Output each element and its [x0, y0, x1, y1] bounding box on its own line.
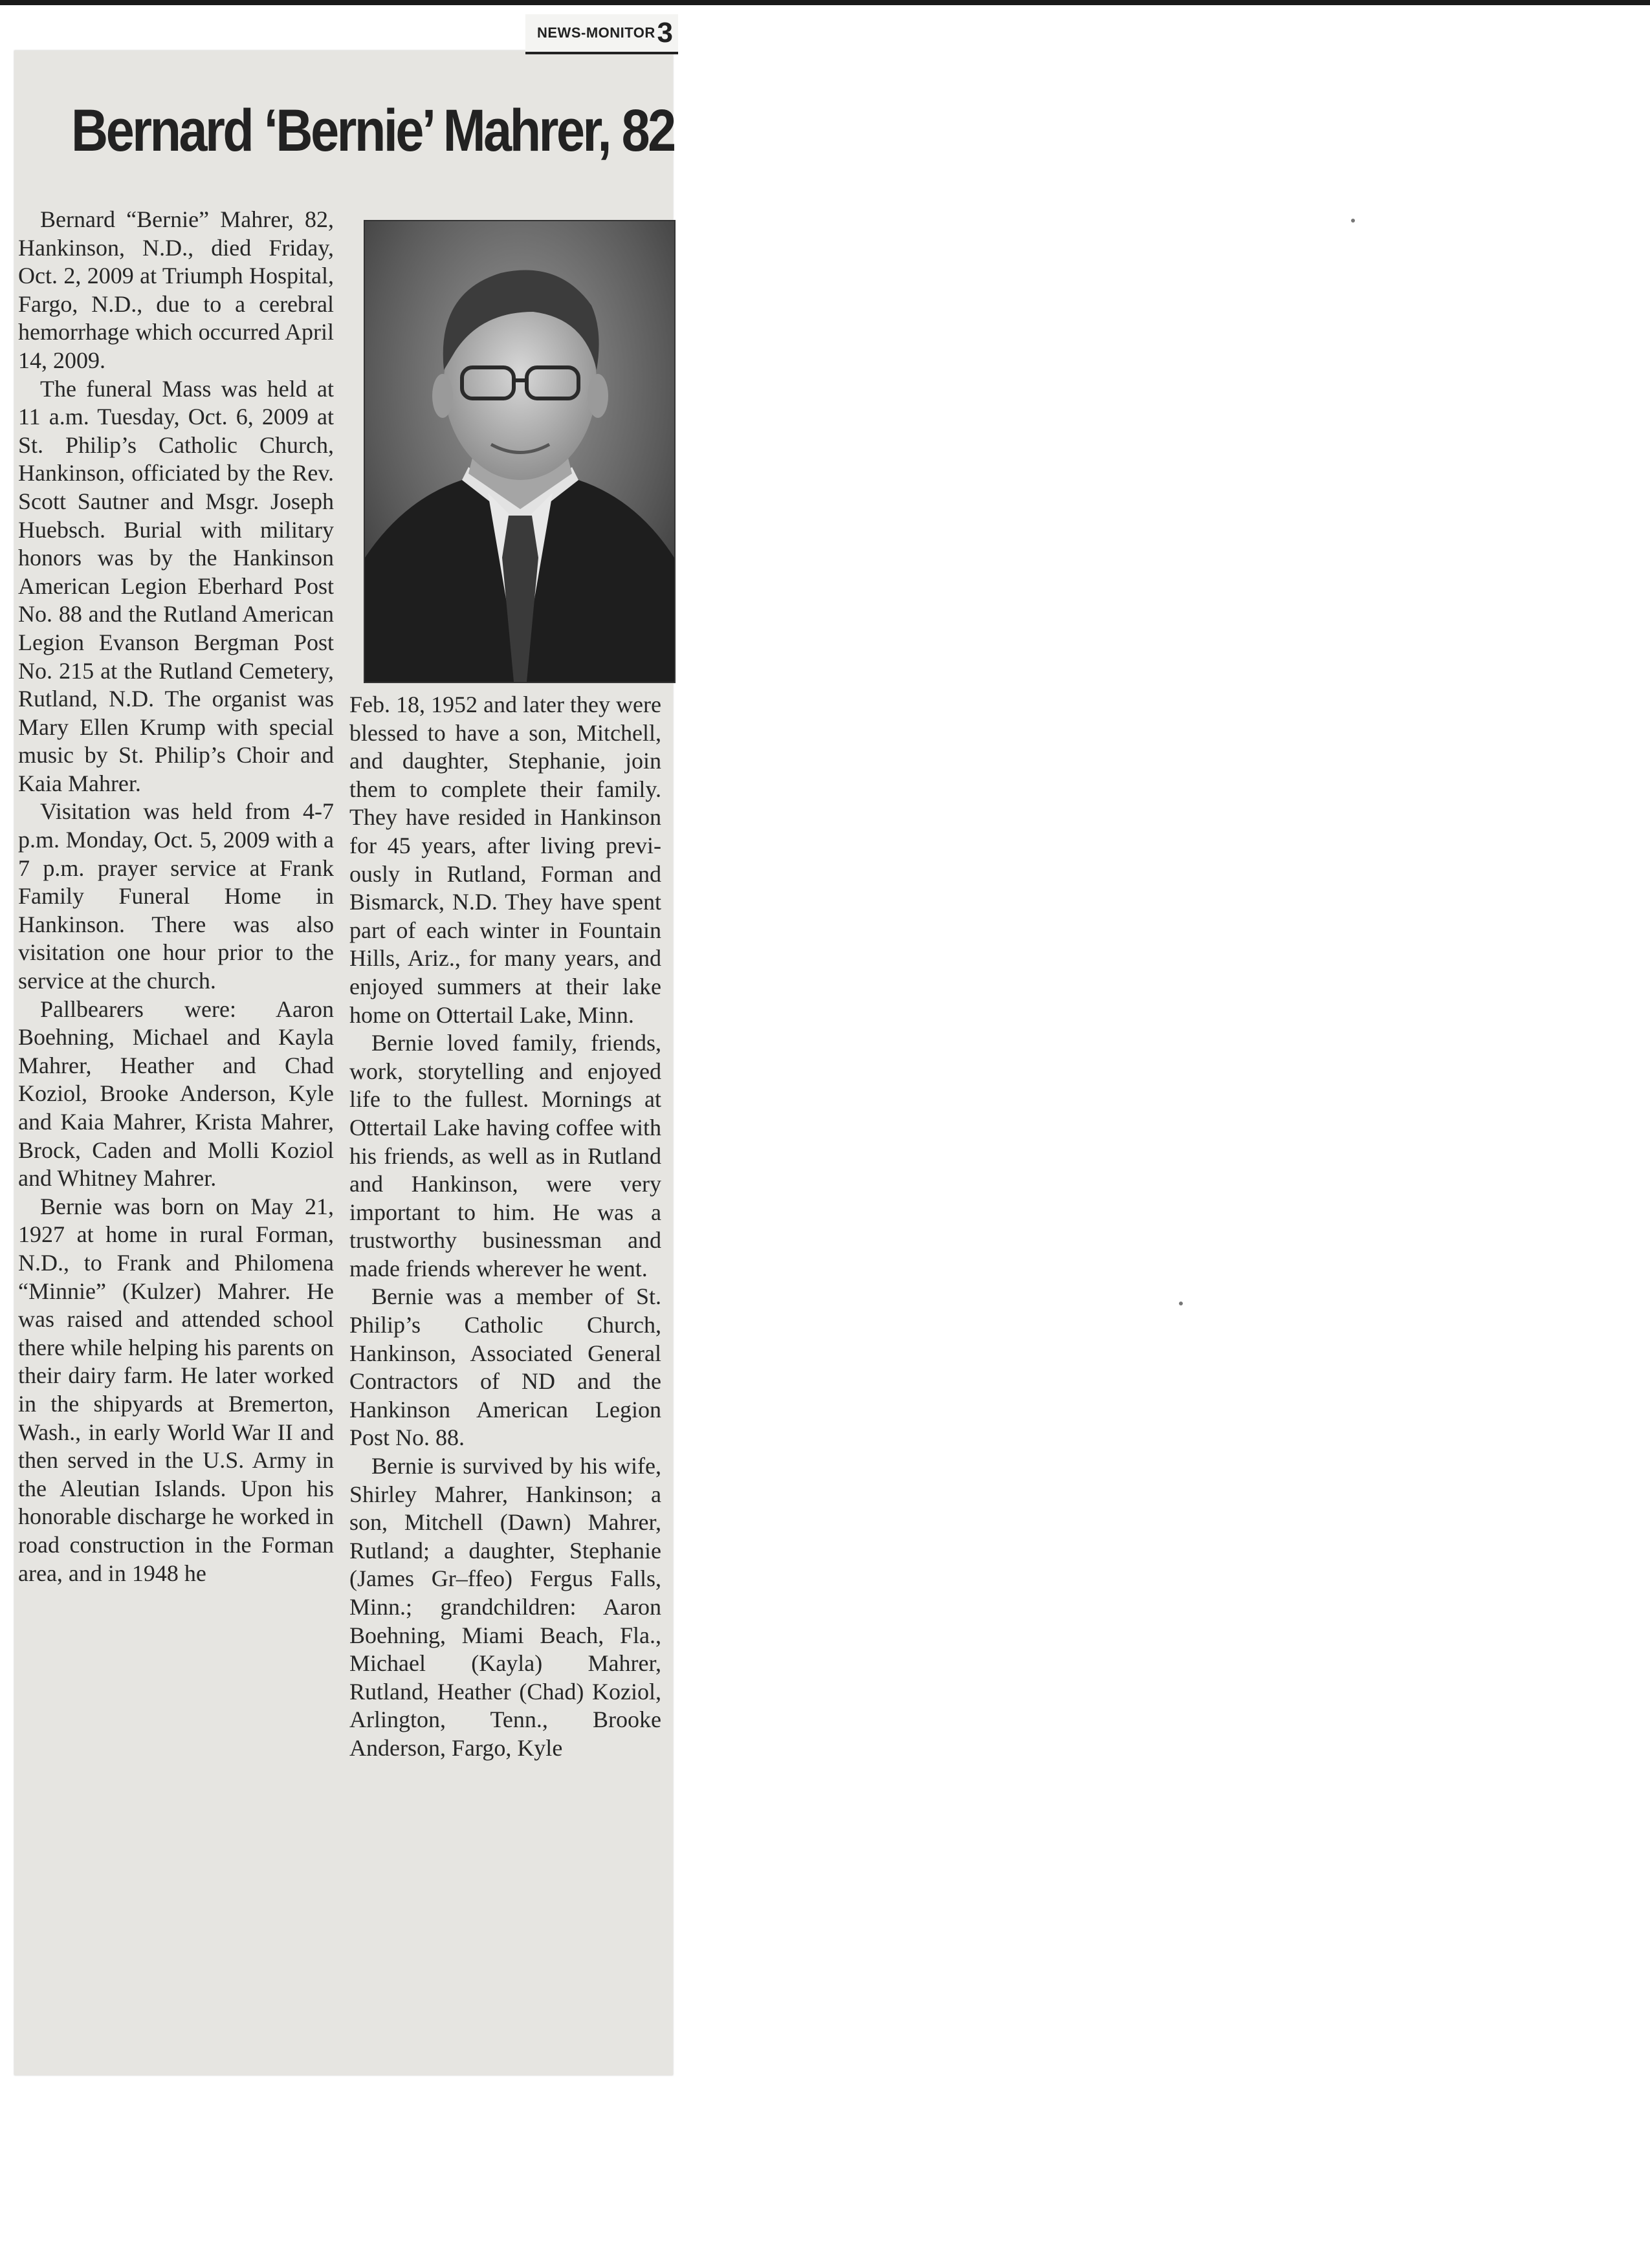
obituary-headline: Bernard ‘Bernie’ Mahrer, 82: [71, 98, 674, 164]
paragraph: Bernie was a member of St. Philip’s Catholic Church, Hankinson, Associated General Contractors of ND and the Hankinson American Legion Post No. 88.: [349, 1283, 661, 1451]
paragraph: Bernie is survived by his wife, Shirley Mahrer, Hankinson; a son, Mitchell (Dawn) Mahrer, Rutland; a daughter, Stephanie (James Gr–ffeo) Fergus Falls, Minn.; grandchildren: Aaron Boehning, Miami Beach, Fla., Michael (Kayla) Mahrer, Rutland, Heather (Chad) Koziol, Arlington, Tenn., Brooke Anderson, Fargo, Kyle: [349, 1453, 661, 1761]
scan-speck: [1179, 1302, 1183, 1305]
paragraph: Bernard “Bernie” Mahrer, 82, Hankinson, N.D., died Friday, Oct. 2, 2009 at Triumph Hospital, Fargo, N.D., due to a cerebral hemorrhage which occurred April 14, 2009.: [18, 206, 334, 373]
paragraph: Visitation was held from 4-7 p.m. Monday, Oct. 5, 2009 with a 7 p.m. prayer service at Frank Family Funeral Home in Hankinson. There was also visitation one hour prior to the service at the church.: [18, 798, 334, 994]
scan-top-edge: [0, 0, 1650, 5]
masthead-name: NEWS-MONITOR: [537, 25, 655, 41]
paragraph: Pallbearers were: Aaron Boehning, Michael and Kayla Mahrer, Heather and Chad Koziol, Brooke Anderson, Kyle and Kaia Mahrer, Krista Mahrer, Brock, Caden and Molli Koziol and Whitney Mahrer.: [18, 996, 334, 1192]
page-number: 3: [657, 17, 673, 49]
paragraph: Feb. 18, 1952 and later they were blessed to have a son, Mitchell, and daughter, Stephanie, join them to complete their family. They have resided in Hankinson for 45 years, after living previously in Rutland, Forman and Bismarck, N.D. They have spent part of each winter in Fountain Hills, Ariz., for many years, and enjoyed summers at their lake home on Ottertail Lake, Minn.: [349, 692, 661, 1028]
paragraph: Bernie was born on May 21, 1927 at home in rural Forman, N.D., to Frank and Philomena “Minnie” (Kulzer) Mahrer. He was raised and attended school there while helping his parents on their dairy farm. He later worked in the shipyards at Bremerton, Wash., in early World War II and then served in the U.S. Army in the Aleutian Islands. Upon his honorable discharge he worked in road construction in the Forman area, and in 1948 he: [18, 1193, 334, 1586]
text-column-2: [349, 691, 661, 1763]
text-column-1: [18, 206, 334, 1587]
paragraph: The funeral Mass was held at 11 a.m. Tuesday, Oct. 6, 2009 at St. Philip’s Catholic Church, Hankinson, officiated by the Rev. Scott Sautner and Msgr. Joseph Huebsch. Burial with military honors was by the Hankinson American Legion Eberhard Post No. 88 and the Rutland American Legion Evanson Bergman Post No. 215 at the Rutland Cemetery, Rutland, N.D. The organist was Mary Ellen Krump with special music by St. Philip’s Choir and Kaia Mahrer.: [18, 375, 334, 796]
paragraph: Bernie loved family, friends, work, storytelling and enjoyed life to the fullest. Mornings at Ottertail Lake having coffee with his friends, as well as in Rutland and Hankinson, were very important to him. He was a trustworthy businessman and made friends wherever he went.: [349, 1030, 661, 1281]
portrait-photo: [364, 220, 676, 683]
masthead: [525, 14, 678, 54]
scan-speck: [1351, 219, 1355, 223]
